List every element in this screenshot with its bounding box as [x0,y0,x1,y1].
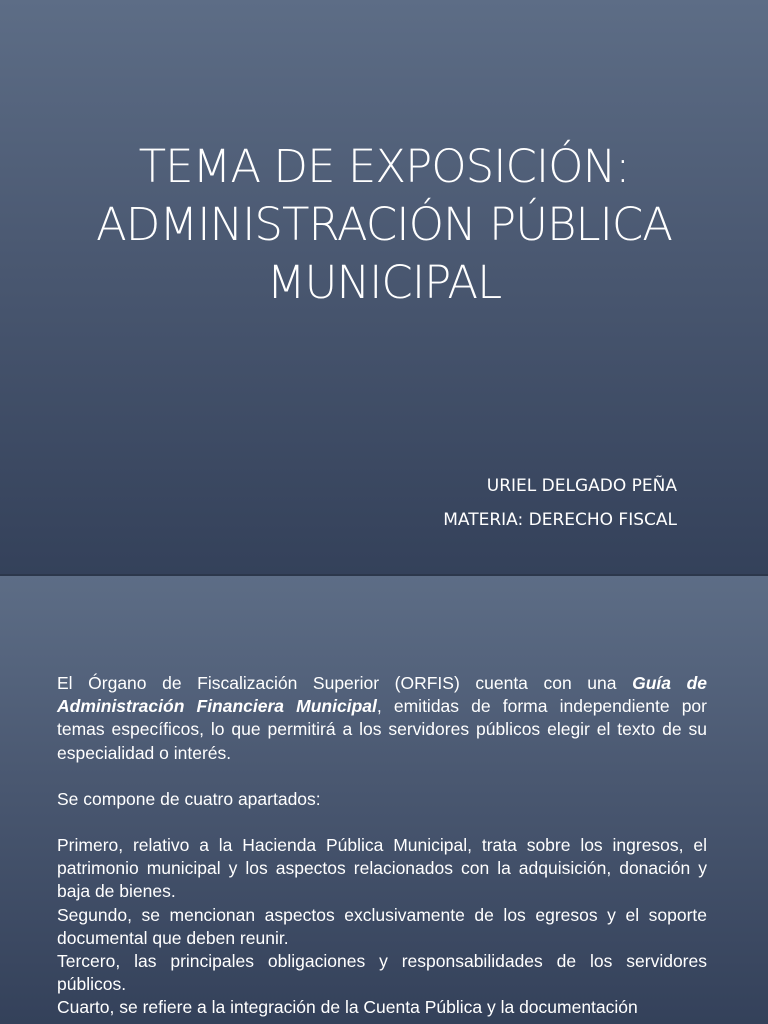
content-slide [0,576,768,1024]
intro-text-end: , emitidas de forma independiente por temas específicos, lo que permitirá a los servidores públicos elegir el texto de su especialidad o interés. [57,696,707,763]
author-name: URIEL DELGADO PEÑA [486,476,677,496]
title-line: MUNICIPAL [266,256,502,309]
slide-title [40,138,728,312]
sections-intro: Se compone de cuatro apartados: [57,788,321,809]
guide-title: Guía de Administración Financiera Municipal [57,673,707,717]
title-line: ADMINISTRACIÓN PÚBLICA [95,198,673,251]
title-line: TEMA DE EXPOSICIÓN: [138,140,630,193]
slide-body [57,672,707,1020]
intro-paragraph [57,672,707,765]
section-item: Cuarto, se refiere a la integración de la Cuenta Pública y la documentación [57,997,638,1018]
section-item: Primero, relativo a la Hacienda Pública Municipal, trata sobre los ingresos, el patrimonio municipal y los aspectos relacionados con la adquisición, donación y baja de bienes. [57,835,707,902]
subject-label: MATERIA: DERECHO FISCAL [443,510,677,530]
intro-text: El Órgano de Fiscalización Superior (ORFIS) cuenta con una [57,673,633,693]
section-item: Segundo, se mencionan aspectos exclusivamente de los egresos y el soporte documental que deben reunir. [57,904,707,948]
section-item: Tercero, las principales obligaciones y responsabilidades de los servidores públicos. [57,951,707,995]
